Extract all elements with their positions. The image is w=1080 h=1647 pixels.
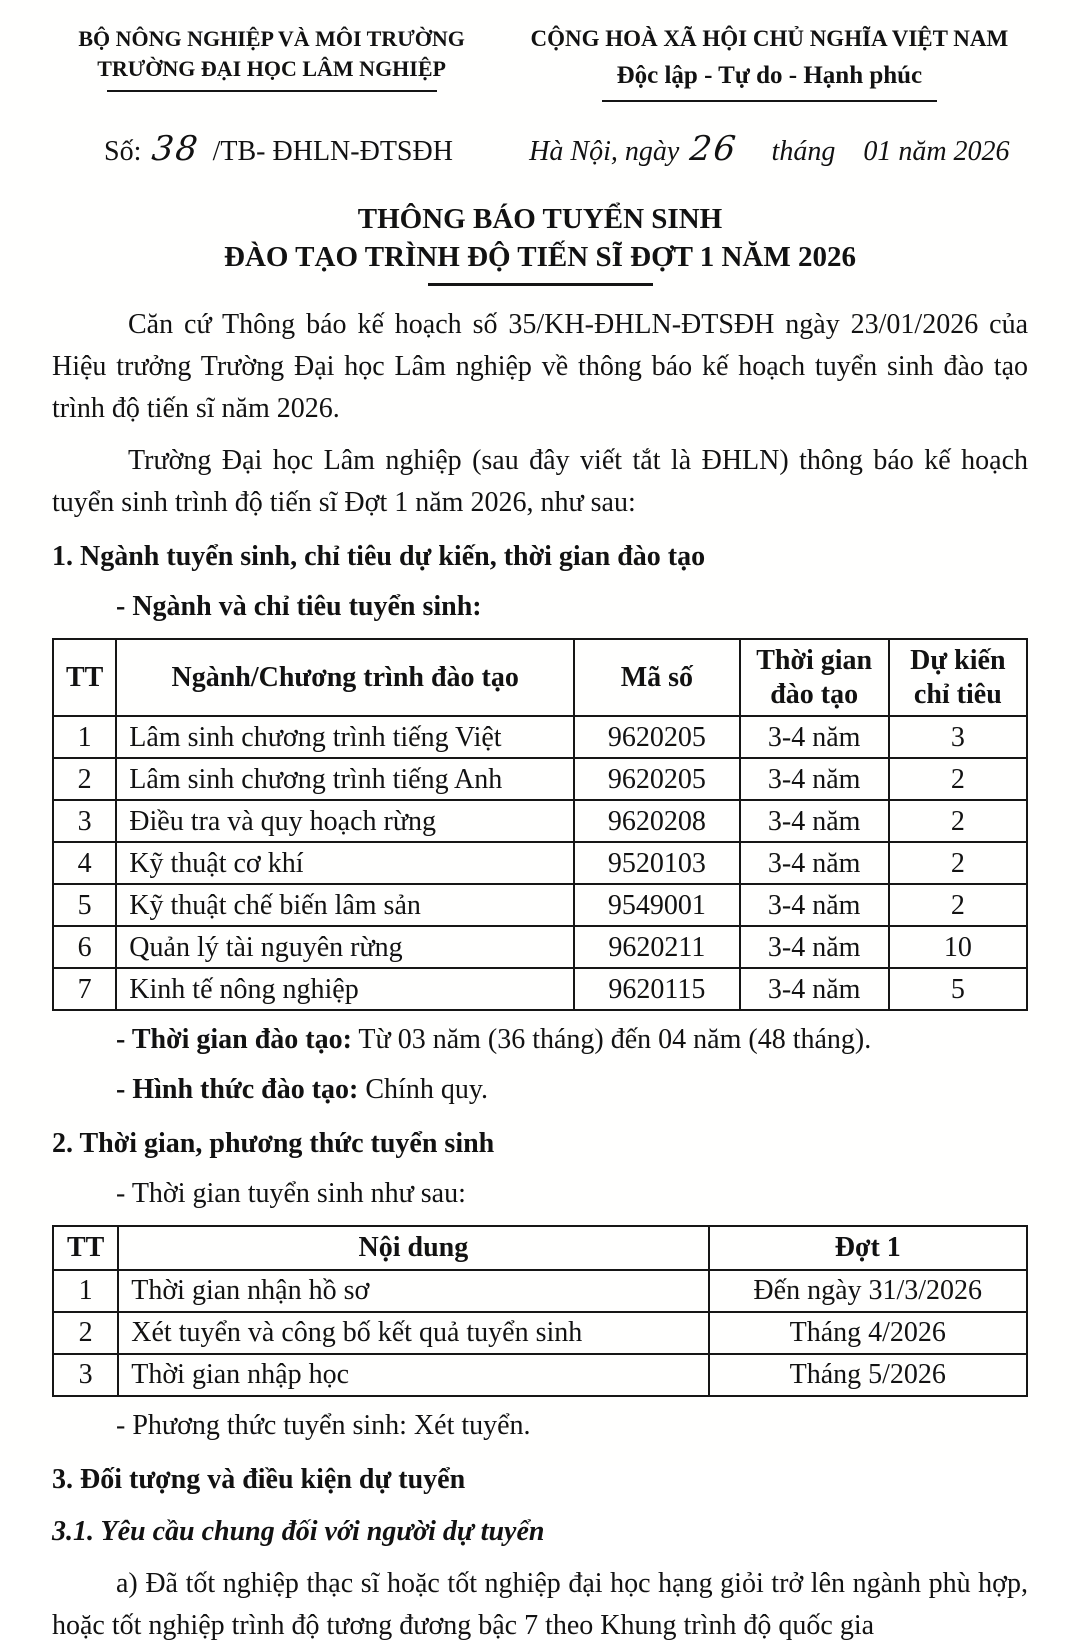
date-prefix: Hà Nội, ngày — [529, 135, 680, 167]
document-number — [52, 124, 453, 175]
cell-code: 9620208 — [574, 800, 740, 842]
document-title — [52, 201, 1028, 286]
cell-tt: 5 — [53, 884, 116, 926]
cell-duration: 3-4 năm — [740, 716, 889, 758]
cell-program: Điều tra và quy hoạch rừng — [116, 800, 574, 842]
cell-tt: 3 — [53, 1354, 118, 1396]
cell-duration: 3-4 năm — [740, 758, 889, 800]
table-row — [53, 926, 1027, 968]
cell-tt: 2 — [53, 758, 116, 800]
title-line-2: ĐÀO TẠO TRÌNH ĐỘ TIẾN SĨ ĐỢT 1 NĂM 2026 — [224, 240, 856, 273]
cell-code: 9549001 — [574, 884, 740, 926]
cell-program: Kỹ thuật cơ khí — [116, 842, 574, 884]
cell-quota: 2 — [889, 758, 1027, 800]
method-bullet: - Phương thức tuyển sinh: Xét tuyển. — [116, 1410, 531, 1442]
duration-bullet — [116, 1019, 1028, 1061]
duration-text: Từ 03 năm (36 tháng) đến 04 năm (48 tháng). — [351, 1024, 872, 1056]
cell-round1: Tháng 5/2026 — [709, 1354, 1028, 1396]
cell-content: Xét tuyển và công bố kết quả tuyển sinh — [118, 1312, 708, 1354]
doc-number-prefix: Số: — [104, 135, 142, 167]
cell-duration: 3-4 năm — [740, 968, 889, 1010]
cell-tt: 7 — [53, 968, 116, 1010]
national-motto: Độc lập - Tự do - Hạnh phúc — [616, 61, 923, 89]
schedule-table — [52, 1225, 1028, 1397]
date-month: 01 — [863, 135, 892, 167]
intro-paragraph-2: Trường Đại học Lâm nghiệp (sau đây viết tắt là ĐHLN) thông báo kế hoạch tuyển sinh trình độ tiến sĩ Đợt 1 năm 2026, như sau: — [52, 445, 1028, 519]
document-header — [52, 24, 1028, 102]
national-motto-block — [511, 24, 1028, 102]
ministry-name: BỘ NÔNG NGHIỆP VÀ MÔI TRƯỜNG — [78, 26, 465, 51]
cell-program: Kinh tế nông nghiệp — [116, 968, 574, 1010]
form-bullet — [116, 1069, 1028, 1111]
column-header-tt: TT — [53, 1226, 118, 1270]
cell-duration: 3-4 năm — [740, 926, 889, 968]
cell-quota: 10 — [889, 926, 1027, 968]
cell-quota: 5 — [889, 968, 1027, 1010]
section-1-sub-bullet: - Ngành và chỉ tiêu tuyển sinh: — [116, 591, 482, 623]
intro-paragraph-1: Căn cứ Thông báo kế hoạch số 35/KH-ĐHLN-ĐTSĐH ngày 23/01/2026 của Hiệu trưởng Trường Đại học Lâm nghiệp về thông báo kế hoạch tuyển sinh đào tạo trình độ tiến sĩ năm 2026. — [52, 309, 1028, 425]
column-header-duration: Thời gian đào tạo — [740, 639, 889, 716]
cell-program: Kỹ thuật chế biến lâm sản — [116, 884, 574, 926]
table-row — [53, 1270, 1027, 1312]
table-row — [53, 1354, 1027, 1396]
cell-code: 9620115 — [574, 968, 740, 1010]
cell-quota: 2 — [889, 800, 1027, 842]
cell-quota: 3 — [889, 716, 1027, 758]
cell-program: Lâm sinh chương trình tiếng Anh — [116, 758, 574, 800]
cell-tt: 2 — [53, 1312, 118, 1354]
title-underline — [428, 283, 653, 286]
table-row — [53, 716, 1027, 758]
cell-tt: 1 — [53, 716, 116, 758]
date-suffix: năm 2026 — [898, 135, 1010, 167]
date-day-handwritten: 26 — [688, 128, 740, 169]
column-header-quota: Dự kiến chỉ tiêu — [889, 639, 1027, 716]
table-row — [53, 1312, 1027, 1354]
cell-quota: 2 — [889, 884, 1027, 926]
table-row — [53, 800, 1027, 842]
cell-tt: 6 — [53, 926, 116, 968]
doc-number-suffix: /TB- ĐHLN-ĐTSĐH — [212, 135, 453, 167]
cell-content: Thời gian nhập học — [118, 1354, 708, 1396]
admissions-table-header-row — [53, 639, 1027, 716]
form-label: - Hình thức đào tạo: — [116, 1074, 359, 1106]
title-line-1: THÔNG BÁO TUYỂN SINH — [357, 202, 723, 235]
cell-tt: 4 — [53, 842, 116, 884]
column-header-tt: TT — [53, 639, 116, 716]
agency-underline — [107, 90, 437, 92]
section-2-heading: 2. Thời gian, phương thức tuyển sinh — [52, 1128, 495, 1160]
cell-round1: Đến ngày 31/3/2026 — [709, 1270, 1028, 1312]
cell-code: 9620205 — [574, 716, 740, 758]
cell-code: 9620205 — [574, 758, 740, 800]
national-title: CỘNG HOÀ XÃ HỘI CHỦ NGHĨA VIỆT NAM — [530, 26, 1009, 51]
table-row — [53, 758, 1027, 800]
column-header-code: Mã số — [574, 639, 740, 716]
table-row — [53, 968, 1027, 1010]
section-2-sub-bullet: - Thời gian tuyển sinh như sau: — [116, 1178, 466, 1210]
column-header-round1: Đợt 1 — [709, 1226, 1028, 1270]
cell-duration: 3-4 năm — [740, 884, 889, 926]
requirement-a-paragraph: a) Đã tốt nghiệp thạc sĩ hoặc tốt nghiệp đại học hạng giỏi trở lên ngành phù hợp, hoặc tốt nghiệp trình độ tương đương bậc 7 theo Khung trình độ quốc gia — [52, 1568, 1028, 1642]
cell-round1: Tháng 4/2026 — [709, 1312, 1028, 1354]
doc-number-handwritten: 38 — [150, 128, 202, 169]
cell-duration: 3-4 năm — [740, 800, 889, 842]
admissions-table — [52, 638, 1028, 1011]
place-and-date — [511, 124, 1028, 175]
cell-program: Quản lý tài nguyên rừng — [116, 926, 574, 968]
cell-program: Lâm sinh chương trình tiếng Việt — [116, 716, 574, 758]
date-middle: tháng — [771, 135, 836, 167]
motto-underline — [602, 100, 937, 102]
column-header-content: Nội dung — [118, 1226, 708, 1270]
meta-row — [52, 124, 1028, 175]
table-row — [53, 842, 1027, 884]
form-text: Chính quy. — [358, 1074, 489, 1106]
cell-code: 9520103 — [574, 842, 740, 884]
cell-code: 9620211 — [574, 926, 740, 968]
issuing-agency-block — [52, 24, 491, 92]
section-3-heading: 3. Đối tượng và điều kiện dự tuyển — [52, 1464, 466, 1496]
section-1-heading: 1. Ngành tuyển sinh, chỉ tiêu dự kiến, thời gian đào tạo — [52, 541, 706, 573]
table-row — [53, 884, 1027, 926]
schedule-table-header-row — [53, 1226, 1027, 1270]
section-3-1-heading: 3.1. Yêu cầu chung đối với người dự tuyển — [52, 1516, 545, 1548]
column-header-program: Ngành/Chương trình đào tạo — [116, 639, 574, 716]
university-name: TRƯỜNG ĐẠI HỌC LÂM NGHIỆP — [97, 55, 446, 81]
cell-tt: 3 — [53, 800, 116, 842]
cell-content: Thời gian nhận hồ sơ — [118, 1270, 708, 1312]
cell-quota: 2 — [889, 842, 1027, 884]
cell-tt: 1 — [53, 1270, 118, 1312]
duration-label: - Thời gian đào tạo: — [116, 1024, 352, 1056]
cell-duration: 3-4 năm — [740, 842, 889, 884]
